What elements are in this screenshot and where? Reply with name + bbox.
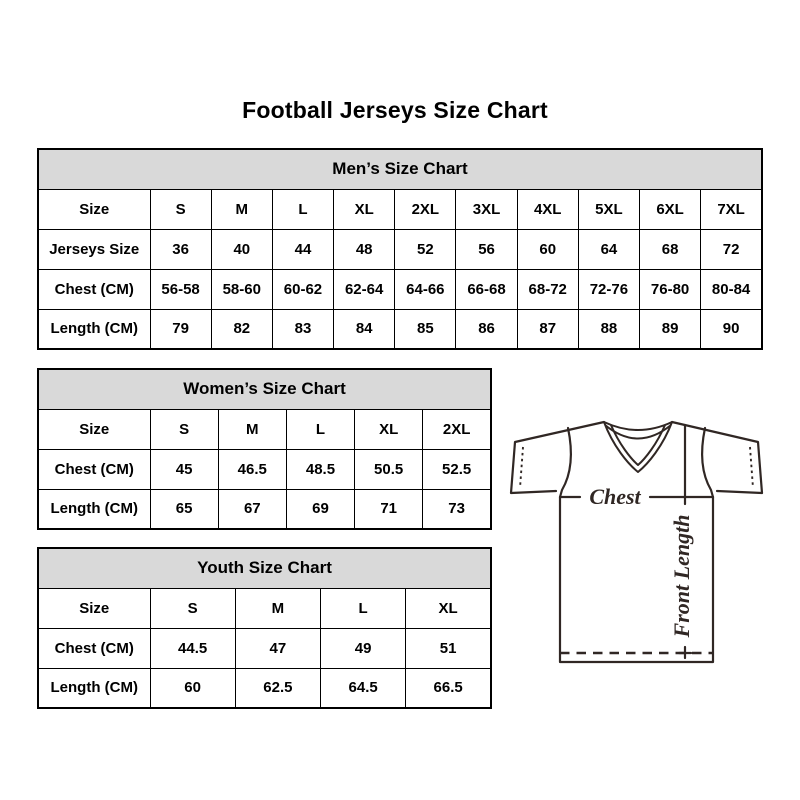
row-label-cell: Chest (CM)	[38, 449, 150, 489]
table-row	[38, 449, 491, 489]
row-label-cell: Length (CM)	[38, 668, 150, 708]
value-cell: 62-64	[334, 269, 395, 309]
value-cell: 72	[701, 229, 762, 269]
value-cell: 48.5	[286, 449, 354, 489]
value-cell: 50.5	[355, 449, 423, 489]
column-header-cell: 4XL	[517, 189, 578, 229]
value-cell: 68-72	[517, 269, 578, 309]
value-cell: 87	[517, 309, 578, 349]
row-label-cell: Jerseys Size	[38, 229, 150, 269]
front-length-label: Front Length	[669, 514, 694, 638]
value-cell: 71	[355, 489, 423, 529]
value-cell: 76-80	[640, 269, 701, 309]
value-cell: 89	[640, 309, 701, 349]
table-row	[38, 269, 762, 309]
value-cell: 49	[321, 628, 406, 668]
table-row	[38, 489, 491, 529]
column-header-cell: S	[150, 409, 218, 449]
value-cell: 47	[235, 628, 320, 668]
value-cell: 52.5	[423, 449, 491, 489]
column-header-cell: M	[235, 588, 320, 628]
collar-outline	[604, 422, 672, 472]
value-cell: 84	[334, 309, 395, 349]
value-cell: 62.5	[235, 668, 320, 708]
value-cell: 69	[286, 489, 354, 529]
value-cell: 40	[211, 229, 272, 269]
value-cell: 46.5	[218, 449, 286, 489]
value-cell: 83	[272, 309, 333, 349]
column-header-cell: L	[321, 588, 406, 628]
value-cell: 64.5	[321, 668, 406, 708]
row-label-cell: Chest (CM)	[38, 269, 150, 309]
table-row	[38, 189, 762, 229]
column-header-cell: 2XL	[395, 189, 456, 229]
table-row	[38, 668, 491, 708]
value-cell: 66-68	[456, 269, 517, 309]
column-header-cell: S	[150, 189, 211, 229]
table-row	[38, 309, 762, 349]
value-cell: 44.5	[150, 628, 235, 668]
row-label-cell: Length (CM)	[38, 489, 150, 529]
table-row	[38, 409, 491, 449]
value-cell: 56-58	[150, 269, 211, 309]
table-row	[38, 229, 762, 269]
value-cell: 60	[517, 229, 578, 269]
value-cell: 64	[578, 229, 639, 269]
jersey-outline	[511, 422, 762, 662]
column-header-cell: S	[150, 588, 235, 628]
column-header-cell: XL	[406, 588, 491, 628]
value-cell: 51	[406, 628, 491, 668]
table-row	[38, 628, 491, 668]
value-cell: 56	[456, 229, 517, 269]
row-label-cell: Size	[38, 409, 150, 449]
value-cell: 85	[395, 309, 456, 349]
section-header-cell: Youth Size Chart	[38, 548, 491, 588]
column-header-cell: 2XL	[423, 409, 491, 449]
value-cell: 64-66	[395, 269, 456, 309]
value-cell: 36	[150, 229, 211, 269]
value-cell: 67	[218, 489, 286, 529]
column-header-cell: XL	[355, 409, 423, 449]
value-cell: 73	[423, 489, 491, 529]
value-cell: 52	[395, 229, 456, 269]
column-header-cell: XL	[334, 189, 395, 229]
value-cell: 90	[701, 309, 762, 349]
value-cell: 60	[150, 668, 235, 708]
value-cell: 82	[211, 309, 272, 349]
column-header-cell: 6XL	[640, 189, 701, 229]
left-cuff-dash	[520, 447, 523, 488]
column-header-cell: M	[218, 409, 286, 449]
column-header-cell: L	[286, 409, 354, 449]
womens-size-table	[37, 368, 492, 530]
right-cuff-dash	[750, 447, 753, 488]
jersey-measurement-diagram	[500, 400, 790, 680]
value-cell: 48	[334, 229, 395, 269]
value-cell: 68	[640, 229, 701, 269]
row-label-cell: Size	[38, 189, 150, 229]
value-cell: 65	[150, 489, 218, 529]
youth-size-table	[37, 547, 492, 709]
value-cell: 45	[150, 449, 218, 489]
row-label-cell: Length (CM)	[38, 309, 150, 349]
value-cell: 72-76	[578, 269, 639, 309]
value-cell: 60-62	[272, 269, 333, 309]
value-cell: 86	[456, 309, 517, 349]
value-cell: 58-60	[211, 269, 272, 309]
mens-size-table	[37, 148, 763, 350]
column-header-cell: 5XL	[578, 189, 639, 229]
section-header-cell: Women’s Size Chart	[38, 369, 491, 409]
value-cell: 79	[150, 309, 211, 349]
page-title: Football Jerseys Size Chart	[242, 97, 548, 123]
column-header-cell: L	[272, 189, 333, 229]
row-label-cell: Chest (CM)	[38, 628, 150, 668]
column-header-cell: 3XL	[456, 189, 517, 229]
value-cell: 66.5	[406, 668, 491, 708]
table-row	[38, 588, 491, 628]
chest-label: Chest	[589, 484, 641, 509]
row-label-cell: Size	[38, 588, 150, 628]
value-cell: 88	[578, 309, 639, 349]
value-cell: 80-84	[701, 269, 762, 309]
section-header-cell: Men’s Size Chart	[38, 149, 762, 189]
column-header-cell: 7XL	[701, 189, 762, 229]
value-cell: 44	[272, 229, 333, 269]
column-header-cell: M	[211, 189, 272, 229]
